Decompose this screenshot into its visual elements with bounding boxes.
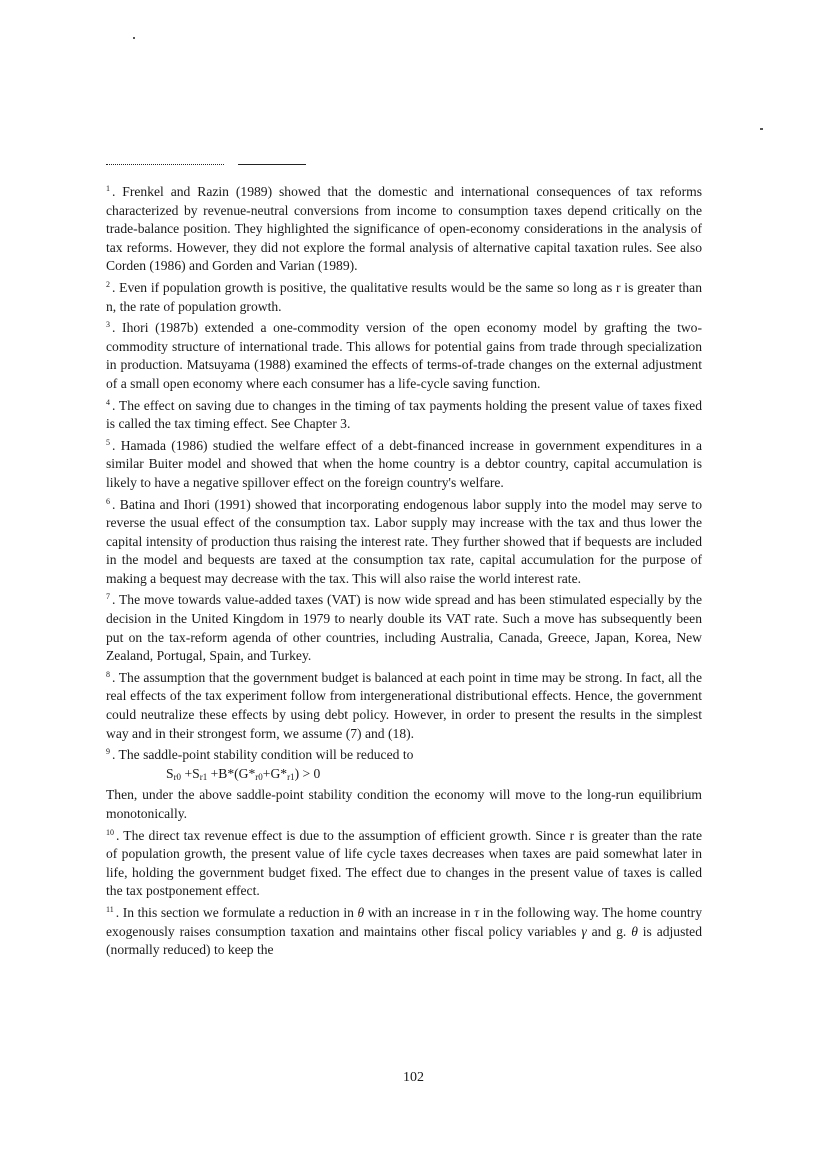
footnotes bbox=[106, 180, 702, 960]
eq-subscript: r0 bbox=[173, 771, 182, 782]
footnote-rule bbox=[238, 164, 306, 165]
gamma-symbol: γ bbox=[581, 923, 587, 939]
footnote-9 bbox=[106, 743, 702, 765]
footnote-mark: 5 bbox=[106, 437, 110, 447]
footnote-6 bbox=[106, 493, 702, 589]
footnote-text: is adjusted (normally reduced) to keep the bbox=[106, 923, 702, 958]
footnote-10 bbox=[106, 824, 702, 901]
footnote-text: . Hamada (1986) studied the welfare effect of a debt-financed increase in government expenditures in a similar Buiter model and showed that when the home country is a debtor country, capital accumulation is likely to have a negative spillover effect on the foreign country's welfare. bbox=[106, 437, 702, 490]
footnote-text: in the following way. The home country exogenously raises consumption taxation and maintains other fiscal policy variables bbox=[106, 904, 702, 939]
footnote-mark: 11 bbox=[106, 904, 114, 914]
footnote-mark: 1 bbox=[106, 184, 110, 193]
footnote-mark: 8 bbox=[106, 669, 110, 679]
footnote-7 bbox=[106, 588, 702, 665]
footnote-1 bbox=[106, 180, 702, 276]
eq-part: +B*(G* bbox=[207, 765, 256, 781]
footnote-mark: 10 bbox=[106, 827, 114, 837]
footnote-5 bbox=[106, 434, 702, 493]
footnote-text: . The assumption that the government budget is balanced at each point in time may be strong. In fact, all the real effects of the tax experiment follow from intergenerational distributional effects. Hence, the government could neutralize these effects by using debt policy. However, in order to present the results in the simplest way and in their strongest form, we assume (7) and (18). bbox=[106, 669, 702, 741]
footnote-mark: 9 bbox=[106, 747, 110, 757]
footnote-text: and g. bbox=[586, 923, 632, 939]
footnote-rule-dotted bbox=[106, 164, 224, 165]
footnote-mark: 2 bbox=[106, 279, 110, 289]
footnote-4 bbox=[106, 394, 702, 434]
footnote-8 bbox=[106, 666, 702, 743]
eq-part: +S bbox=[181, 765, 200, 781]
eq-part: +G* bbox=[262, 765, 288, 781]
eq-part: S bbox=[166, 765, 174, 781]
theta-symbol: θ bbox=[357, 904, 365, 920]
footnote-mark: 3 bbox=[106, 320, 110, 330]
footnote-mark: 7 bbox=[106, 592, 110, 602]
footnote-text: Then, under the above saddle-point stability condition the economy will move to the long-run equilibrium monotonically. bbox=[106, 787, 702, 821]
eq-subscript: r1 bbox=[199, 771, 208, 782]
footnote-text: . The move towards value-added taxes (VAT) is now wide spread and has been stimulated especially by the decision in the United Kingdom in 1979 to nearly double its VAT rate. Such a move has subsequently been put on the tax-reform agenda of other countries, including Australia, Canada, Greece, Japan, Korea, New Zealand, Portugal, Spain, and Turkey. bbox=[106, 592, 702, 664]
scan-speck bbox=[133, 37, 135, 39]
theta-symbol: θ bbox=[631, 923, 638, 939]
footnote-text: . Ihori (1987b) extended a one-commodity version of the open economy model by grafting the two-commodity structure of international trade. This allows for potential gains from trade through specialization in production. Matsuyama (1988) examined the effects of terms-of-trade changes on the external adjustment of a small open economy where each consumer has a life-cycle saving function. bbox=[106, 320, 702, 391]
footnote-2 bbox=[106, 276, 702, 316]
eq-part: ) > 0 bbox=[294, 765, 321, 781]
page-number: 102 bbox=[403, 1070, 424, 1085]
eq-subscript: r0 bbox=[255, 771, 263, 782]
footnote-9-continuation bbox=[106, 786, 702, 823]
footnote-text: . The direct tax revenue effect is due to the assumption of efficient growth. Since r is greater than the rate of population growth, the present value of life cycle taxes decreases when taxes are paid somewhat later in life, holding the government budget fixed. The effect due to changes in the present value of taxes is called the tax postponement effect. bbox=[106, 827, 702, 899]
tau-symbol: τ bbox=[474, 904, 480, 920]
stability-equation bbox=[166, 765, 702, 787]
scan-speck bbox=[760, 128, 763, 130]
footnote-text: . The effect on saving due to changes in the timing of tax payments holding the present value of taxes fixed is called the tax timing effect. See Chapter 3. bbox=[106, 397, 702, 432]
footnote-3 bbox=[106, 316, 702, 393]
footnote-mark: 6 bbox=[106, 496, 110, 506]
footnote-mark: 4 bbox=[106, 397, 110, 407]
footnote-text: . Batina and Ihori (1991) showed that incorporating endogenous labor supply into the model may serve to reverse the usual effect of the consumption tax. Labor supply may increase with the tax and thus lower the capital intensity of production thus raising the interest rate. They further showed that if bequests are included in the model and bequests are taxed at the consumption tax rate, capital accumulation for the purpose of making a bequest may decrease with the tax. This will also raise the world interest rate. bbox=[106, 496, 702, 586]
footnote-text: with an increase in bbox=[364, 904, 475, 920]
footnote-11 bbox=[106, 901, 702, 960]
footnote-text: . Even if population growth is positive, the qualitative results would be the same so long as r is greater than n, the rate of population growth. bbox=[106, 279, 702, 314]
eq-subscript: r1 bbox=[287, 771, 295, 782]
footnote-text: . The saddle-point stability condition will be reduced to bbox=[112, 747, 414, 763]
footnote-text: . In this section we formulate a reduction in bbox=[115, 904, 358, 920]
footnote-text: . Frenkel and Razin (1989) showed that the domestic and international consequences of tax reforms characterized by revenue-neutral conversions from income to consumption taxes depend critically on the trade-balance position. They highlighted the significance of open-economy considerations in the analysis of tax reforms. However, they did not explore the formal analysis of alternative capital taxation rules. See also Corden (1986) and Gorden and Varian (1989). bbox=[106, 184, 702, 274]
